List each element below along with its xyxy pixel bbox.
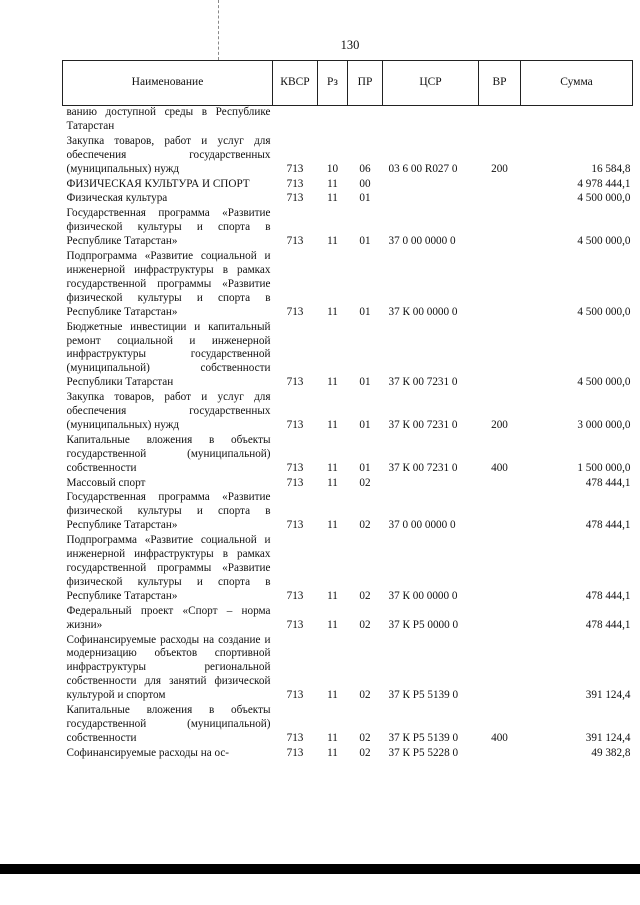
budget-table	[62, 60, 633, 762]
header-sum: Сумма	[521, 61, 633, 106]
cell-vr	[479, 192, 521, 207]
table-row	[63, 391, 633, 434]
cell-pr: 02	[359, 519, 371, 532]
cell-name: Государственная программа «Развитие физической культуры и спорта в Республике Татарстан»	[66, 491, 271, 532]
cell-vr	[479, 106, 521, 135]
cell-name: Бюджетные инвестиции и капитальный ремонт социальной и инженерной инфраструктуры государственной (муниципальной) собственности Республики Татарстан	[66, 320, 271, 389]
cell-csr: 37 К 00 0000 0	[388, 589, 458, 602]
cell-rz: 11	[327, 519, 338, 532]
table-body	[63, 106, 633, 762]
cell-name: Капитальные вложения в объекты государственной (муниципальной) собственности	[66, 433, 271, 474]
cell-name: ФИЗИЧЕСКАЯ КУЛЬТУРА И СПОРТ	[66, 177, 250, 190]
cell-rz: 11	[327, 192, 338, 205]
cell-sum: 4 500 000,0	[577, 305, 631, 318]
cell-csr: 37 К P5 5228 0	[388, 746, 459, 759]
table-row	[63, 434, 633, 477]
cell-kvsr: 713	[286, 177, 304, 190]
cell-vr	[479, 534, 521, 605]
cell-pr: 02	[359, 746, 371, 759]
cell-vr	[479, 207, 521, 250]
cell-vr	[479, 477, 521, 492]
cell-pr: 02	[359, 689, 371, 702]
scan-border-bar	[0, 864, 640, 874]
cell-pr: 01	[359, 305, 371, 318]
cell-vr	[479, 634, 521, 705]
cell-pr: 02	[359, 731, 371, 744]
cell-vr	[479, 747, 521, 762]
cell-sum: 4 500 000,0	[577, 235, 631, 248]
cell-name: Капитальные вложения в объекты государственной (муниципальной) собственности	[66, 704, 271, 744]
cell-vr	[479, 250, 521, 321]
cell-kvsr: 713	[286, 192, 304, 205]
cell-pr: 00	[359, 177, 371, 190]
cell-vr	[479, 605, 521, 634]
cell-kvsr: 713	[286, 162, 304, 175]
cell-pr: 01	[359, 376, 371, 389]
cell-csr	[383, 192, 479, 207]
cell-sum: 16 584,8	[591, 162, 631, 175]
cell-rz: 11	[327, 461, 338, 474]
table-row	[63, 491, 633, 534]
cell-csr: 37 К P5 0000 0	[388, 618, 459, 631]
cell-name: ванию доступной среды в Республике Татарстан	[66, 106, 271, 132]
cell-csr: 37 К P5 5139 0	[388, 689, 459, 702]
cell-rz: 11	[327, 589, 338, 602]
cell-pr: 01	[359, 192, 371, 205]
cell-rz: 11	[327, 418, 338, 431]
cell-name: Массовый спорт	[66, 476, 146, 489]
cell-rz: 11	[327, 476, 338, 489]
cell-name: Федеральный проект «Спорт – норма жизни»	[66, 604, 271, 631]
cell-vr: 200	[491, 418, 508, 431]
cell-kvsr: 713	[286, 746, 304, 759]
cell-pr: 02	[359, 618, 371, 631]
header-pr: ПР	[348, 61, 383, 106]
cell-pr: 01	[359, 418, 371, 431]
cell-pr: 02	[359, 589, 371, 602]
table-row	[63, 477, 633, 492]
cell-csr: 37 К P5 5139 0	[388, 731, 459, 744]
cell-kvsr: 713	[286, 476, 304, 489]
cell-sum: 3 000 000,0	[577, 418, 631, 431]
cell-sum: 49 382,8	[591, 746, 631, 759]
cell-vr: 200	[491, 162, 508, 175]
header-name: Наименование	[63, 61, 273, 106]
cell-sum: 391 124,4	[585, 689, 631, 702]
cell-name: Физическая культура	[66, 192, 168, 205]
cell-name: Подпрограмма «Развитие социальной и инженерной инфраструктуры в рамках государственной программы «Развитие физической культуры и спорта в Республике Татарстан»	[66, 534, 271, 602]
cell-sum: 1 500 000,0	[577, 461, 631, 474]
cell-kvsr: 713	[286, 461, 304, 474]
cell-name: Государственная программа «Развитие физической культуры и спорта в Республике Татарстан»	[66, 207, 271, 248]
cell-vr: 400	[491, 461, 508, 474]
table-row	[63, 135, 633, 178]
cell-name: Подпрограмма «Развитие социальной и инженерной инфраструктуры в рамках государственной программы «Развитие физической культуры и спорта в Республике Татарстан»	[66, 250, 271, 318]
cell-sum: 478 444,1	[585, 618, 631, 631]
cell-kvsr: 713	[286, 235, 304, 248]
cell-pr: 01	[359, 235, 371, 248]
cell-sum: 4 500 000,0	[577, 376, 631, 389]
cell-rz: 11	[327, 235, 338, 248]
cell-sum	[521, 106, 633, 135]
cell-csr	[383, 106, 479, 135]
table-header	[63, 61, 633, 106]
cell-kvsr: 713	[286, 376, 304, 389]
cell-sum: 478 444,1	[585, 519, 631, 532]
header-csr: ЦСР	[383, 61, 479, 106]
cell-rz: 11	[327, 376, 338, 389]
cell-vr	[479, 491, 521, 534]
cell-kvsr: 713	[286, 418, 304, 431]
table-row	[63, 321, 633, 392]
table-row	[63, 605, 633, 634]
cell-csr	[383, 178, 479, 193]
cell-csr: 37 К 00 0000 0	[388, 305, 458, 318]
cell-kvsr: 713	[286, 731, 304, 744]
cell-pr: 01	[359, 461, 371, 474]
cell-csr: 03 6 00 R027 0	[388, 162, 458, 175]
cell-sum: 478 444,1	[585, 476, 631, 489]
table-row	[63, 207, 633, 250]
cell-csr: 37 К 00 7231 0	[388, 418, 458, 431]
cell-pr: 06	[359, 162, 371, 175]
cell-vr	[479, 321, 521, 392]
cell-pr	[348, 106, 383, 135]
cell-sum: 4 500 000,0	[577, 192, 631, 205]
cell-vr: 400	[491, 731, 508, 744]
cell-csr: 37 0 00 0000 0	[388, 519, 456, 532]
cell-kvsr: 713	[286, 689, 304, 702]
cell-rz: 11	[327, 689, 338, 702]
cell-csr: 37 К 00 7231 0	[388, 461, 458, 474]
cell-rz	[318, 106, 348, 135]
table-row	[63, 106, 633, 135]
cell-sum: 478 444,1	[585, 589, 631, 602]
page-number: 130	[340, 38, 360, 52]
cell-name: Закупка товаров, работ и услуг для обеспечения государственных (муниципальных) нужд	[66, 391, 271, 431]
header-kvsr: КВСР	[273, 61, 318, 106]
cell-name: Софинансируемые расходы на ос-	[66, 746, 230, 759]
table-row	[63, 534, 633, 605]
cell-rz: 11	[327, 177, 338, 190]
cell-kvsr	[273, 106, 318, 135]
cell-csr: 37 0 00 0000 0	[388, 235, 456, 248]
header-rz: Рз	[318, 61, 348, 106]
cell-rz: 11	[327, 618, 338, 631]
cell-vr	[479, 178, 521, 193]
table-row	[63, 250, 633, 321]
cell-rz: 11	[327, 305, 338, 318]
table-row	[63, 704, 633, 747]
cell-csr	[383, 477, 479, 492]
cell-rz: 10	[326, 162, 339, 175]
cell-csr: 37 К 00 7231 0	[388, 376, 458, 389]
cell-rz: 11	[327, 731, 338, 744]
cell-kvsr: 713	[286, 305, 304, 318]
cell-sum: 4 978 444,1	[577, 177, 631, 190]
cell-kvsr: 713	[286, 589, 304, 602]
table-row	[63, 634, 633, 705]
cell-kvsr: 713	[286, 519, 304, 532]
cell-pr: 02	[359, 476, 371, 489]
table-row	[63, 178, 633, 193]
cell-name: Софинансируемые расходы на создание и модернизацию объектов спортивной инфраструктуры региональной собственности для занятий физической культурой и спортом	[66, 633, 271, 702]
cell-kvsr: 713	[286, 618, 304, 631]
cell-sum: 391 124,4	[585, 731, 631, 744]
cell-name: Закупка товаров, работ и услуг для обеспечения государственных (муниципальных) нужд	[66, 134, 271, 175]
table-row	[63, 747, 633, 762]
header-vr: ВР	[479, 61, 521, 106]
cell-rz: 11	[327, 746, 338, 759]
table-row	[63, 192, 633, 207]
